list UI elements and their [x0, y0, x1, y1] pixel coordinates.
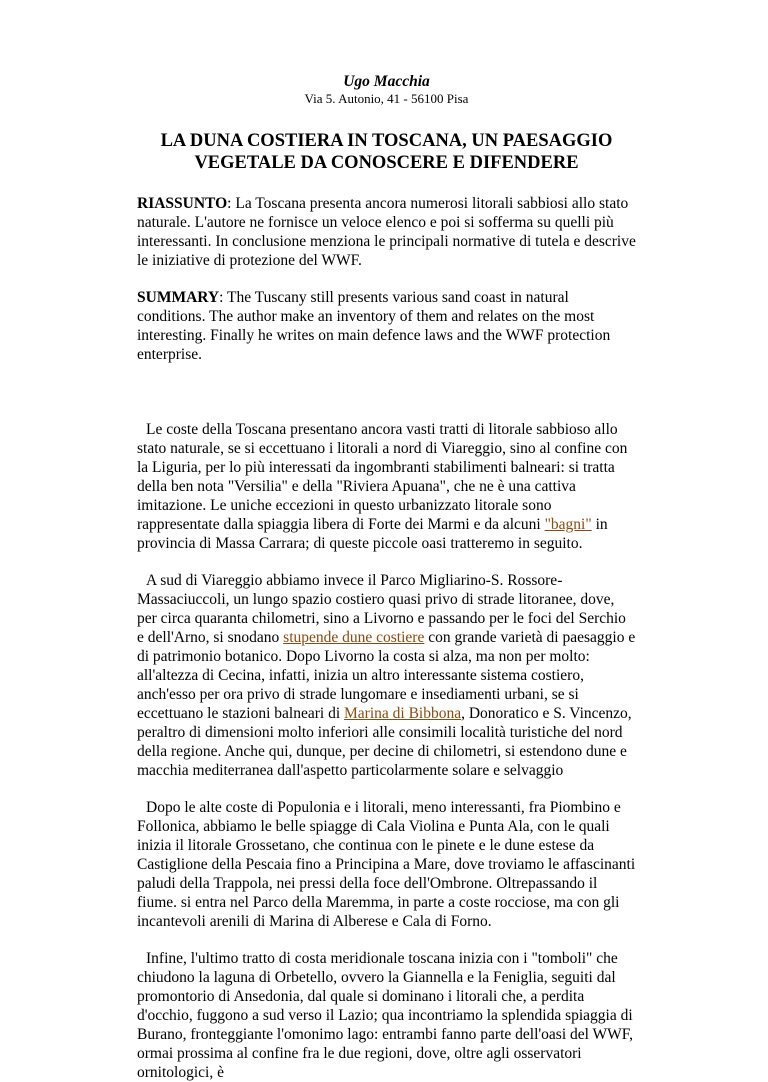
paragraph-2-text-b: con grande varietà di paesaggio e di patrimonio botanico. Dopo Livorno la costa si alza, ma non per molto: all'altezza di Cecina, infatti, inizia un altro interessante sistema costiero, anch'esso per ora privo di strade lungomare e insediamenti urbani, se si eccettuano le stazioni balneari di [137, 629, 636, 722]
marina-di-bibbona-link[interactable]: Marina di Bibbona [344, 705, 462, 722]
riassunto-text: : La Toscana presenta ancora numerosi litorali sabbiosi allo stato naturale. L'autore ne fornisce un veloce elenco e poi si sofferma su quelli più interessanti. In conclusione menziona le principali normative di tutela e descrive le iniziative di protezione del WWF. [137, 195, 636, 269]
paragraph-2-text-a: A sud di Viareggio abbiamo invece il Parco Migliarino-S. Rossore-Massaciuccoli, un lungo spazio costiero quasi privo di strade litoranee, dove, per circa quaranta chilometri, sino a Livorno e passando per le foci del Serchio e dell'Arno, si snodano [137, 572, 626, 646]
paragraph-3: Dopo le alte coste di Populonia e i litorali, meno interessanti, fra Piombino e Follonica, abbiamo le belle spiagge di Cala Violina e Punta Ala, con le quali inizia il litorale Grossetano, che continua con le pinete e le dune estese da Castiglione della Pescaia fino a Principina a Mare, dove troviamo le affascinanti paludi della Trappola, nei pressi della foce dell'Ombrone. Oltrepassando il fiume. si entra nel Parco della Maremma, in parte a coste rocciose, ma con gli incantevoli arenili di Marina di Alberese e Cala di Forno. [137, 799, 636, 930]
summary-label: SUMMARY [137, 289, 220, 306]
paragraph-2-text-c: , Donoratico e S. Vincenzo, peraltro di dimensioni molto inferiori alle consimili località turistiche del nord della regione. Anche qui, dunque, per decine di chilometri, si estendono dune e macchia mediterranea dall'aspetto particolarmente solare e selvaggio [137, 705, 632, 779]
bagni-link[interactable]: "bagni" [544, 516, 592, 533]
paragraph-4: Infine, l'ultimo tratto di costa meridionale toscana inizia con i "tomboli" che chiudono la laguna di Orbetello, ovvero la Giannella e la Feniglia, seguiti dal promontorio di Ansedonia, dal quale si dominano i litorali che, a perdita d'occhio, fuggono a sud verso il Lazio; qua incontriamo la splendida spiaggia di Burano, fronteggiante l'omonimo lago: entrambi fanno parte dell'oasi del WWF, ormai prossima al confine fra le due regioni, dove, oltre agli osservatori ornitologici, è [137, 950, 634, 1081]
paragraph-1 [137, 420, 636, 553]
dune-costiere-link[interactable]: stupende dune costiere [283, 629, 425, 646]
summary-text: : The Tuscany still presents various sand coast in natural conditions. The author make an inventory of them and relates on the most interesting. Finally he writes on main defence laws and the WWF protection enterprise. [137, 289, 611, 363]
paragraph-2 [137, 571, 636, 780]
author-name: Ugo Macchia [343, 73, 430, 90]
paragraph-1-text-b: in provincia di Massa Carrara; di queste piccole oasi tratteremo in seguito. [137, 516, 608, 552]
riassunto-block [137, 194, 636, 270]
paragraph-1-text-a: Le coste della Toscana presentano ancora vasti tratti di litorale sabbioso allo stato naturale, se si eccettuano i litorali a nord di Viareggio, sino al confine con la Liguria, per lo più interessati da ingombranti stabilimenti balneari: si tratta della ben nota "Versilia" e della "Riviera Apuana", che ne è una cattiva imitazione. Le uniche eccezioni in questo urbanizzato litorale sono rappresentate dalla spiaggia libera di Forte dei Marmi e da alcuni [137, 421, 628, 533]
article-title: LA DUNA COSTIERA IN TOSCANA, UN PAESAGGIO VEGETALE DA CONOSCERE E DIFENDERE [160, 131, 613, 173]
summary-block [137, 288, 636, 364]
riassunto-label: RIASSUNTO [137, 195, 228, 212]
article-body [137, 420, 636, 1082]
document-page [0, 73, 768, 1081]
author-address: Via 5. Autonio, 41 - 56100 Pisa [304, 91, 469, 106]
